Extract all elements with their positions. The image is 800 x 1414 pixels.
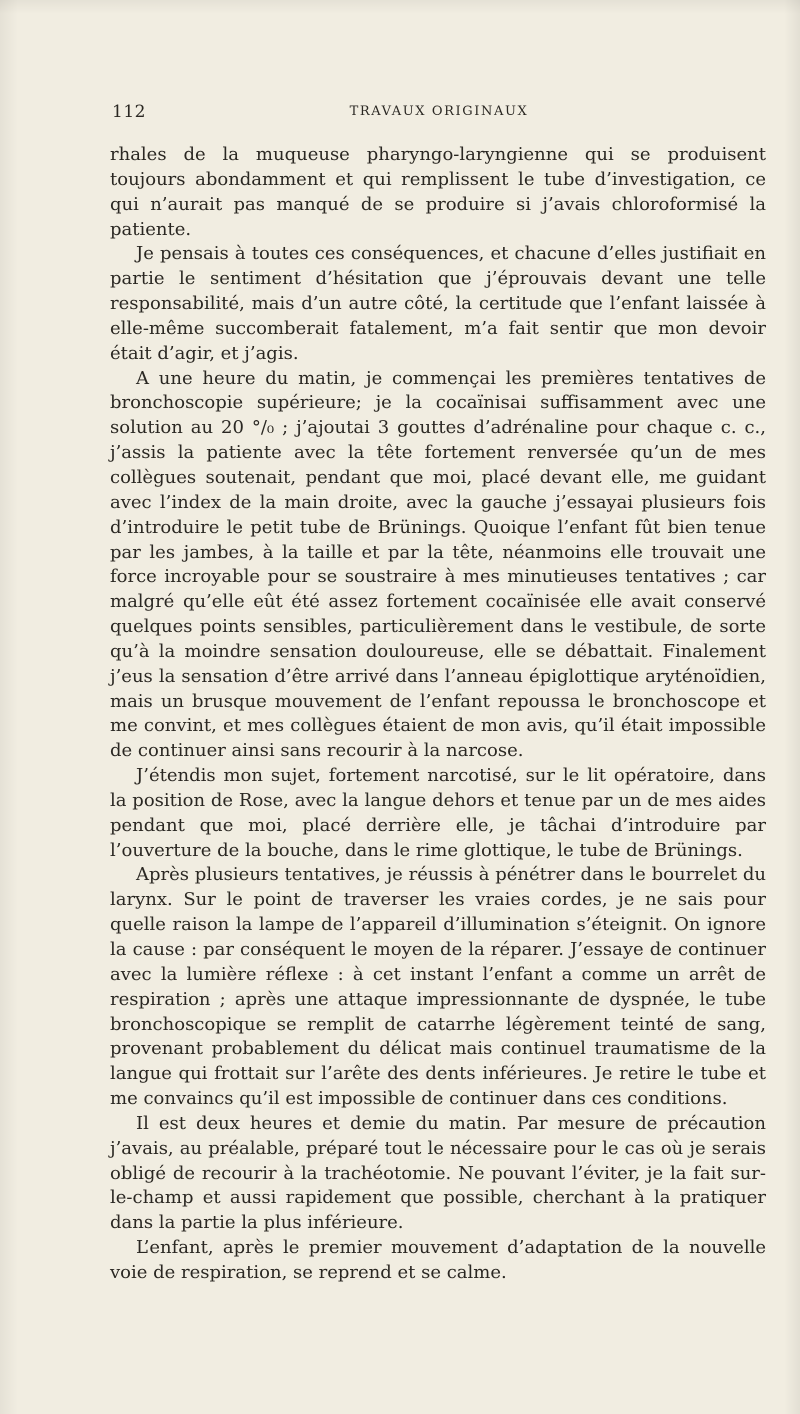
paragraph-7: L’enfant, après le premier mouvement d’adaptation de la nouvelle voie de respiration, se reprend et se calme. xyxy=(110,1237,766,1283)
body-text xyxy=(110,143,766,1286)
paragraph-5: Après plusieurs tentatives, je réussis à pénétrer dans le bourrelet du larynx. Sur le point de traverser les vraies cordes, je ne sais pour quelle raison la lampe de l’appareil d’illumination s’éteignit. On ignore la cause : par conséquent le moyen de la réparer. J’essaye de continuer avec la lumière réflexe : à cet instant l’enfant a comme un arrêt de respiration ; après une attaque impressionnante de dyspnée, le tube bronchoscopique se remplit de catarrhe légèrement teinté de sang, provenant probablement du délicat mais continuel traumatisme de la langue qui frottait sur l’arête des dents inférieures. Je retire le tube et me convaincs qu’il est impossible de continuer dans ces conditions. xyxy=(110,864,766,1110)
paragraph-2: Je pensais à toutes ces conséquences, et chacune d’elles justifiait en partie le sentiment d’hésitation que j’éprouvais devant une telle responsabilité, mais d’un autre côté, la certitude que l’enfant laissée à elle-même succomberait fatalement, m’a fait sentir que mon devoir était d’agir, et j’agis. xyxy=(110,243,766,364)
page-header xyxy=(112,102,766,126)
page-number: 112 xyxy=(112,102,146,122)
paragraph-1: rhales de la muqueuse pharyngo-laryngienne qui se produisent toujours abondamment et qui remplissent le tube d’investigation, ce qui n’aurait pas manqué de se produire si j’avais chloroformisé la patiente. xyxy=(110,144,766,240)
paragraph-3: A une heure du matin, je commençai les premières tentatives de bronchoscopie supérieure; je la cocaïnisai suffisamment avec une solution au 20 °/₀ ; j’ajoutai 3 gouttes d’adrénaline pour chaque c. c., j’assis la patiente avec la tête fortement renversée qu’un de mes collègues soutenait, pendant que moi, placé devant elle, me guidant avec l’index de la main droite, avec la gauche j’essayai plusieurs fois d’introduire le petit tube de Brünings. Quoique l’enfant fût bien tenue par les jambes, à la taille et par la tête, néanmoins elle trouvait une force incroyable pour se soustraire à mes minutieuses tentatives ; car malgré qu’elle eût été assez fortement cocaïnisée elle avait conservé quelques points sensibles, particulièrement dans le vestibule, de sorte qu’à la moindre sensation douloureuse, elle se débattait. Finalement j’eus la sensation d’être arrivé dans l’anneau épiglottique aryténoïdien, mais un brusque mouvement de l’enfant repoussa le bronchoscope et me convint, et mes collègues étaient de mon avis, qu’il était impossible de continuer ainsi sans recourir à la narcose. xyxy=(110,367,766,762)
running-title: TRAVAUX ORIGINAUX xyxy=(349,104,529,119)
paragraph-6: Il est deux heures et demie du matin. Par mesure de précaution j’avais, au préalable, préparé tout le nécessaire pour le cas où je serais obligé de recourir à la trachéotomie. Ne pouvant l’éviter, je la fait sur-le-champ et aussi rapidement que possible, cherchant à la pratiquer dans la partie la plus inférieure. xyxy=(110,1112,766,1234)
paragraph-4: J’étendis mon sujet, fortement narcotisé, sur le lit opératoire, dans la position de Rose, avec la langue dehors et tenue par un de mes aides pendant que moi, placé derrière elle, je tâchai d’introduire par l’ouverture de la bouche, dans le rime glottique, le tube de Brünings. xyxy=(110,765,766,861)
